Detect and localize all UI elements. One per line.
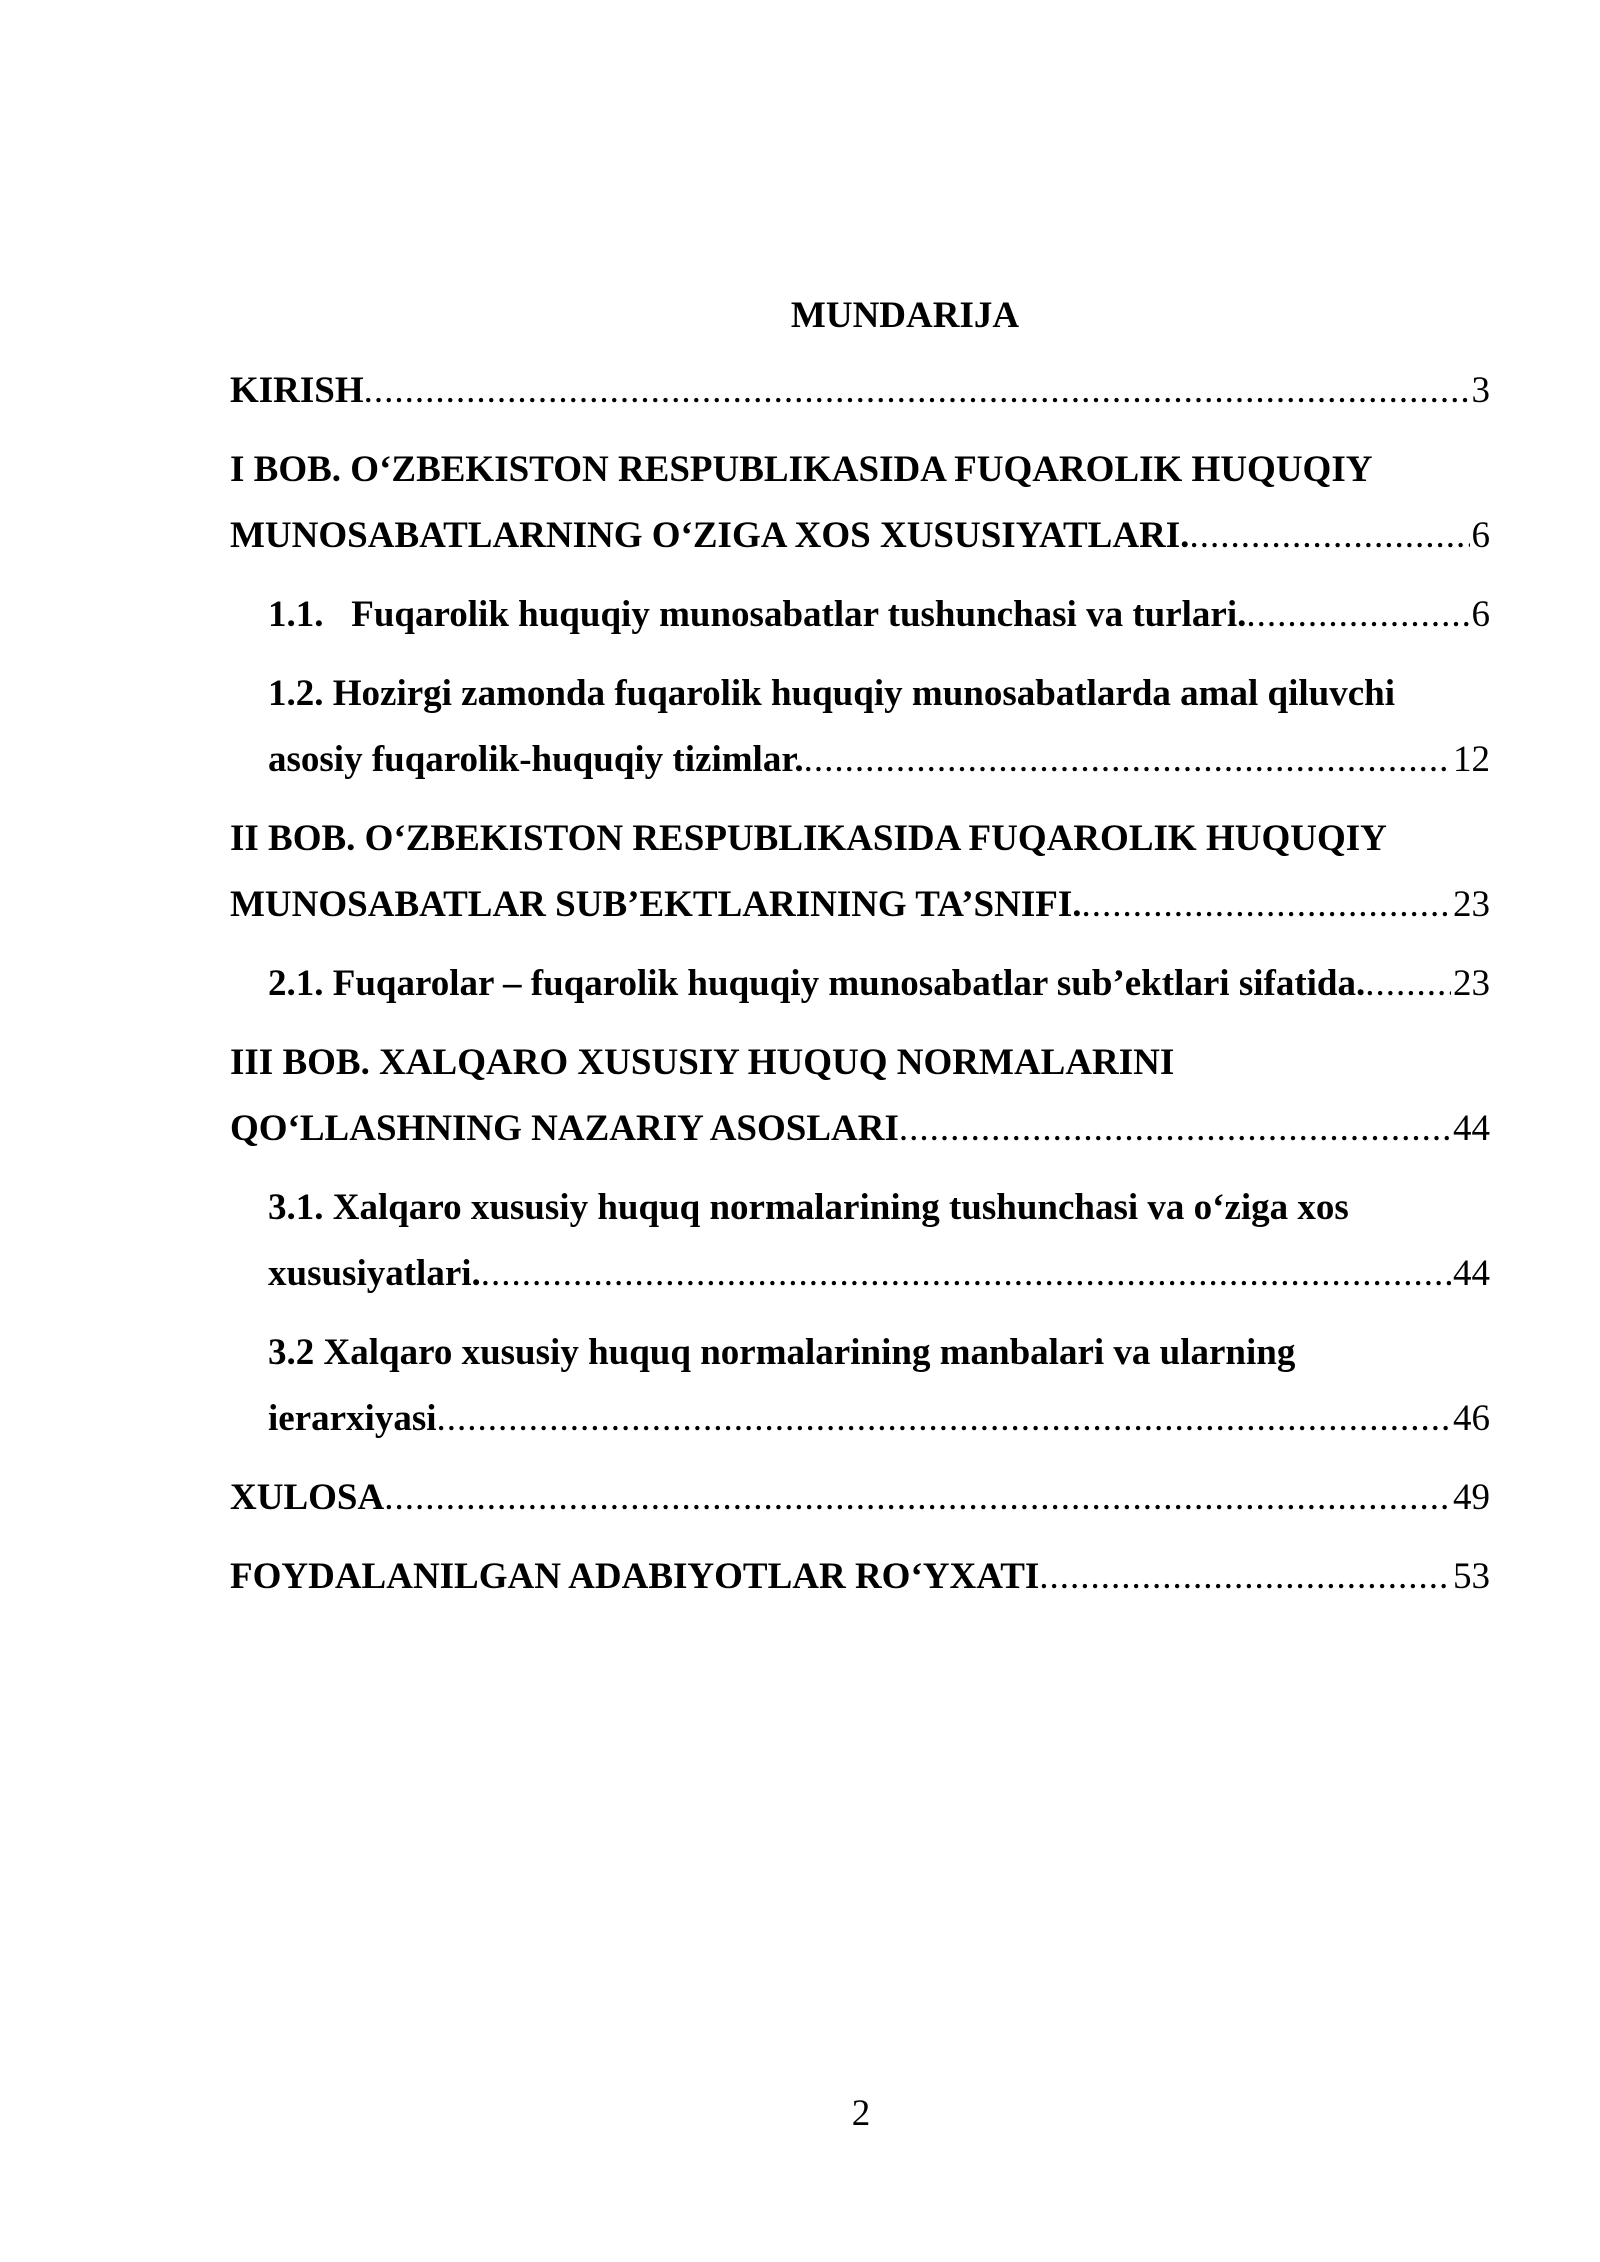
toc-entry-text: III BOB. XALQARO XUSUSIY HUQUQ NORMALARINI <box>230 1042 1175 1083</box>
toc-entry-text: II BOB. O‘ZBEKISTON RESPUBLIKASIDA FUQAROLIK HUQUQIY <box>230 818 1387 859</box>
dot-leader <box>1039 1544 1451 1610</box>
toc-entry-chapter-3[interactable] <box>230 1030 1490 1162</box>
toc-entry-section-2-1[interactable] <box>230 951 1490 1017</box>
toc-entry-text: QO‘LLASHNING NAZARIY ASOSLARI <box>230 1108 899 1149</box>
toc-page-number: 44 <box>1453 1253 1490 1294</box>
toc-entry-text: asosiy fuqarolik-huquqiy tizimlar. <box>268 739 804 780</box>
toc-page-number: 23 <box>1453 884 1490 925</box>
toc-entry-text: 3.1. Xalqaro xususiy huquq normalarining tushunchasi va o‘ziga xos <box>268 1187 1349 1228</box>
toc-entry-section-1-1[interactable] <box>230 582 1490 648</box>
toc-entry-kirish[interactable] <box>230 358 1490 424</box>
toc-entry-text: FOYDALANILGAN ADABIYOTLAR RO‘YXATI <box>230 1556 1040 1597</box>
toc-entry-text: MUNOSABATLARNING O‘ZIGA XOS XUSUSIYATLARI. <box>230 515 1190 556</box>
dot-leader <box>1189 503 1469 569</box>
toc-entry-section-3-1[interactable] <box>230 1175 1490 1307</box>
toc-page-number: 49 <box>1453 1477 1490 1518</box>
toc-entry-text: KIRISH <box>230 370 364 411</box>
toc-entry-bibliography[interactable] <box>230 1544 1490 1610</box>
dot-leader <box>899 1096 1451 1162</box>
toc-page-number: 46 <box>1453 1398 1490 1439</box>
toc-entry-section-3-2[interactable] <box>230 1320 1490 1452</box>
page-number: 2 <box>851 2093 871 2134</box>
toc-page-number: 44 <box>1453 1108 1490 1149</box>
toc-entry-text: 1.2. Hozirgi zamonda fuqarolik huquqiy munosabatlarda amal qiluvchi <box>268 673 1396 714</box>
toc-entry-text: MUNOSABATLAR SUB’EKTLARINING TA’SNIFI. <box>230 884 1082 925</box>
toc-entry-chapter-2[interactable] <box>230 806 1490 938</box>
dot-leader <box>1246 582 1469 648</box>
dot-leader <box>804 727 1451 793</box>
dot-leader <box>384 1465 1451 1531</box>
toc-page-number: 6 <box>1471 515 1490 556</box>
toc-page-number: 53 <box>1453 1556 1490 1597</box>
toc-entry-text: I BOB. O‘ZBEKISTON RESPUBLIKASIDA FUQAROLIK HUQUQIY <box>230 449 1373 490</box>
toc-entry-text: ierarxiyasi <box>268 1398 437 1439</box>
dot-leader <box>437 1386 1451 1452</box>
toc-page-number: 3 <box>1471 370 1490 411</box>
toc-page-number: 23 <box>1453 963 1490 1004</box>
toc-entry-xulosa[interactable] <box>230 1465 1490 1531</box>
dot-leader <box>1081 872 1451 938</box>
table-of-contents <box>230 358 1490 1623</box>
dot-leader <box>364 358 1470 424</box>
toc-page-number: 6 <box>1471 594 1490 635</box>
toc-entry-text: 1.1. Fuqarolik huquqiy munosabatlar tushunchasi va turlari. <box>268 594 1247 635</box>
toc-entry-text: xususiyatlari. <box>268 1253 481 1294</box>
toc-title: MUNDARIJA <box>790 295 1020 336</box>
toc-entry-chapter-1[interactable] <box>230 437 1490 569</box>
toc-entry-text: XULOSA <box>230 1477 385 1518</box>
toc-entry-section-1-2[interactable] <box>230 661 1490 793</box>
toc-entry-text: 2.1. Fuqarolar – fuqarolik huquqiy munosabatlar sub’ektlari sifatida. <box>268 963 1366 1004</box>
toc-entry-text: 3.2 Xalqaro xususiy huquq normalarining manbalari va ularning <box>268 1332 1296 1373</box>
dot-leader <box>481 1241 1451 1307</box>
toc-page-number: 12 <box>1453 739 1490 780</box>
dot-leader <box>1365 951 1451 1017</box>
